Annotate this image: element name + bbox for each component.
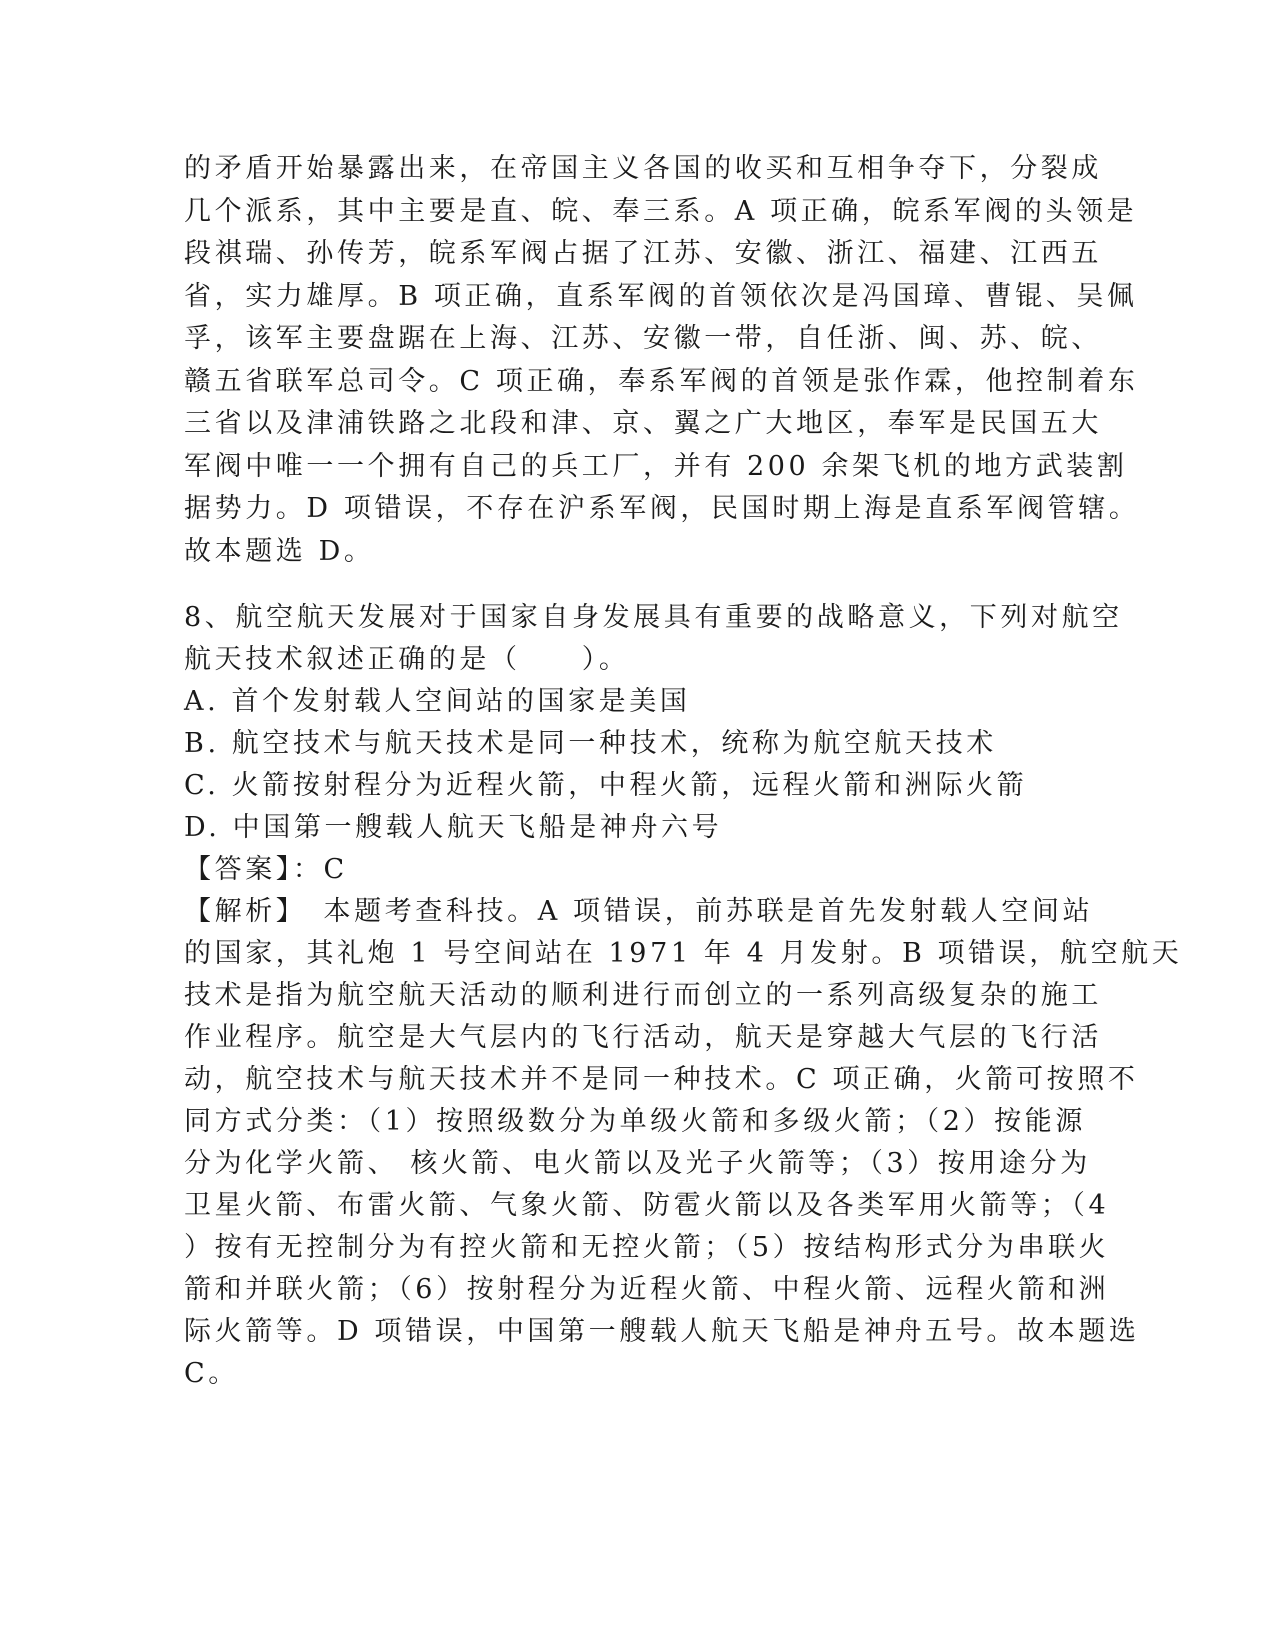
analysis-line: 动，航空技术与航天技术并不是同一种技术。C 项正确，火箭可按照不 xyxy=(184,1064,1139,1095)
question-8 xyxy=(184,597,1183,1395)
analysis-line: 际火箭等。D 项错误，中国第一艘载人航天飞船是神舟五号。故本题选 xyxy=(184,1316,1140,1347)
option-b: B. 航空技术与航天技术是同一种技术，统称为航空航天技术 xyxy=(184,728,997,759)
analysis-line: 同方式分类：（1）按照级数分为单级火箭和多级火箭；（2）按能源 xyxy=(184,1106,1086,1137)
analysis-line: ）按有无控制分为有控火箭和无控火箭；（5）按结构形式分为串联火 xyxy=(184,1232,1110,1263)
text-line: 赣五省联军总司令。C 项正确，奉系军阀的首领是张作霖，他控制着东 xyxy=(184,365,1139,397)
document-page xyxy=(184,148,1183,1395)
analysis-line: 作业程序。航空是大气层内的飞行活动，航天是穿越大气层的飞行活 xyxy=(184,1022,1102,1053)
answer-line: 【答案】：C xyxy=(184,854,348,885)
analysis-line: 卫星火箭、布雷火箭、气象火箭、防雹火箭以及各类军用火箭等；（4 xyxy=(184,1190,1110,1221)
analysis-line: 分为化学火箭、 核火箭、电火箭以及光子火箭等；（3）按用途分为 xyxy=(184,1148,1091,1179)
analysis-line: 【解析】 本题考查科技。A 项错误，前苏联是首先发射载人空间站 xyxy=(184,896,1094,927)
question-stem-line: 8、航空航天发展对于国家自身发展具有重要的战略意义，下列对航空 xyxy=(184,602,1123,633)
analysis-line: C。 xyxy=(184,1358,239,1389)
text-line: 三省以及津浦铁路之北段和津、京、翼之广大地区，奉军是民国五大 xyxy=(184,408,1102,439)
question-stem-line: 航天技术叙述正确的是（ ）。 xyxy=(184,644,630,675)
text-line: 军阀中唯一一个拥有自己的兵工厂，并有 200 余架飞机的地方武装割 xyxy=(184,450,1128,482)
text-line: 故本题选 D。 xyxy=(184,535,375,567)
text-line: 段祺瑞、孙传芳，皖系军阀占据了江苏、安徽、浙江、福建、江西五 xyxy=(184,238,1102,269)
analysis-line: 的国家，其礼炮 1 号空间站在 1971 年 4 月发射。B 项错误，航空航天 xyxy=(184,938,1183,969)
previous-explanation xyxy=(184,148,1140,573)
text-line: 的矛盾开始暴露出来，在帝国主义各国的收买和互相争夺下，分裂成 xyxy=(184,153,1102,184)
text-line: 几个派系，其中主要是直、皖、奉三系。A 项正确，皖系军阀的头领是 xyxy=(184,195,1138,227)
option-a: A. 首个发射载人空间站的国家是美国 xyxy=(184,686,691,717)
analysis-line: 技术是指为航空航天活动的顺利进行而创立的一系列高级复杂的施工 xyxy=(184,980,1102,1011)
text-line: 省，实力雄厚。B 项正确，直系军阀的首领依次是冯国璋、曹锟、吴佩 xyxy=(184,280,1138,312)
option-c: C. 火箭按射程分为近程火箭，中程火箭，远程火箭和洲际火箭 xyxy=(184,770,1028,801)
text-line: 据势力。D 项错误，不存在沪系军阀，民国时期上海是直系军阀管辖。 xyxy=(184,493,1140,524)
option-d: D. 中国第一艘载人航天飞船是神舟六号 xyxy=(184,812,723,843)
analysis-line: 箭和并联火箭；（6）按射程分为近程火箭、中程火箭、远程火箭和洲 xyxy=(184,1274,1110,1305)
text-line: 孚，该军主要盘踞在上海、江苏、安徽一带，自任浙、闽、苏、皖、 xyxy=(184,323,1102,354)
